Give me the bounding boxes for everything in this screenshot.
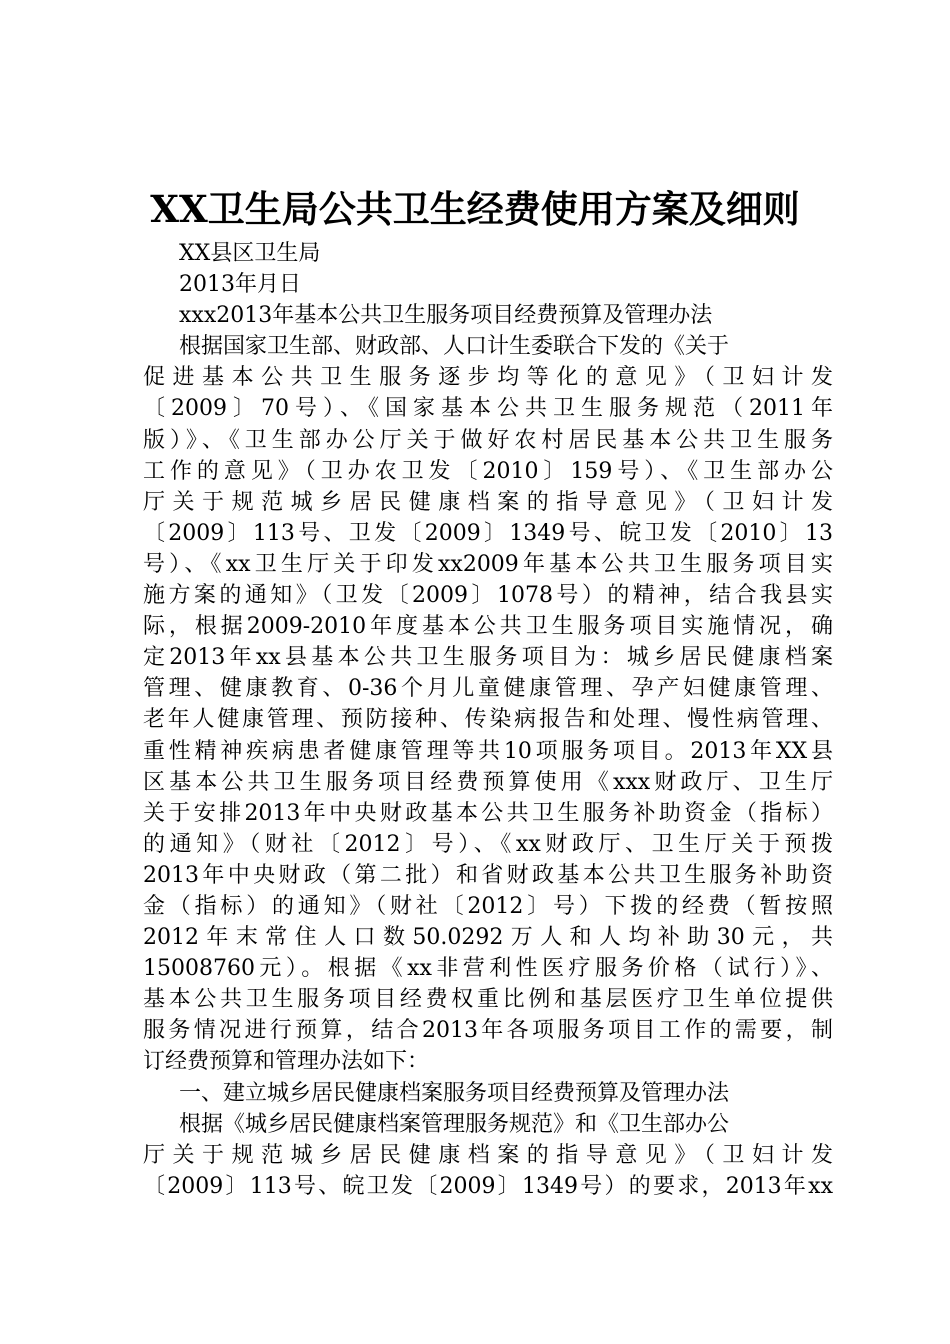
paragraph-line: 〔2009〕113号、卫发〔2009〕1349号、皖卫发〔2010〕13	[143, 520, 833, 546]
paragraph-line: 区基本公共卫生服务项目经费预算使用《xxx财政厅、卫生厅	[143, 769, 833, 795]
paragraph-line: 重性精神疾病患者健康管理等共10项服务项目。2013年XX县	[143, 738, 833, 764]
section-paragraph-line: 〔2009〕113号、皖卫发〔2009〕1349号）的要求，2013年xx	[143, 1173, 833, 1199]
paragraph-line: 〔2009〕70号）、《国家基本公共卫生服务规范（2011年	[143, 396, 833, 422]
paragraph-line: 金（指标）的通知》（财社〔2012〕号）下拨的经费（暂按照	[143, 893, 833, 919]
section-paragraph-line: 厅关于规范城乡居民健康档案的指导意见》（卫妇计发	[143, 1142, 833, 1168]
author-line: XX县区卫生局	[179, 241, 321, 266]
paragraph-line: 关于安排2013年中央财政基本公共卫生服务补助资金（指标）	[143, 800, 833, 826]
plan-heading: xxx2013年基本公共卫生服务项目经费预算及管理办法	[179, 303, 713, 329]
paragraph-line: 号）、《xx卫生厅关于印发xx2009年基本公共卫生服务项目实	[143, 551, 833, 577]
document-title: XX卫生局公共卫生经费使用方案及细则	[150, 187, 800, 231]
document-body	[143, 238, 833, 1202]
paragraph-line: 根据国家卫生部、财政部、人口计生委联合下发的《关于	[179, 334, 730, 360]
section-paragraph-line: 根据《城乡居民健康档案管理服务规范》和《卫生部办公	[179, 1111, 730, 1137]
paragraph-line: 厅关于规范城乡居民健康档案的指导意见》（卫妇计发	[143, 489, 833, 515]
paragraph-line: 管理、健康教育、0-36个月儿童健康管理、孕产妇健康管理、	[143, 676, 833, 702]
paragraph-line: 施方案的通知》（卫发〔2009〕1078号）的精神，结合我县实	[143, 583, 833, 609]
paragraph-line: 2012年末常住人口数50.0292万人和人均补助30元，共	[143, 925, 833, 951]
paragraph-line: 老年人健康管理、预防接种、传染病报告和处理、慢性病管理、	[143, 707, 833, 733]
paragraph-line: 订经费预算和管理办法如下：	[143, 1049, 430, 1075]
paragraph-line: 15008760元）。根据《xx非营利性医疗服务价格（试行）》、	[143, 956, 833, 982]
paragraph-line: 际，根据2009-2010年度基本公共卫生服务项目实施情况，确	[143, 614, 833, 640]
paragraph-line: 基本公共卫生服务项目经费权重比例和基层医疗卫生单位提供	[143, 987, 833, 1013]
section-heading: 一、建立城乡居民健康档案服务项目经费预算及管理办法	[179, 1080, 730, 1106]
paragraph-line: 服务情况进行预算，结合2013年各项服务项目工作的需要，制	[143, 1018, 833, 1044]
paragraph-line: 工作的意见》（卫办农卫发〔2010〕159号）、《卫生部办公	[143, 458, 833, 484]
paragraph-line: 定2013年xx县基本公共卫生服务项目为：城乡居民健康档案	[143, 645, 833, 671]
paragraph-line: 版）》、《卫生部办公厅关于做好农村居民基本公共卫生服务	[143, 427, 833, 453]
paragraph-line: 2013年中央财政（第二批）和省财政基本公共卫生服务补助资	[143, 862, 833, 888]
date-line: 2013年月日	[179, 272, 301, 298]
paragraph-line: 促进基本公共卫生服务逐步均等化的意见》（卫妇计发	[143, 365, 833, 391]
paragraph-line: 的通知》（财社〔2012〕号）、《xx财政厅、卫生厅关于预拨	[143, 831, 833, 857]
